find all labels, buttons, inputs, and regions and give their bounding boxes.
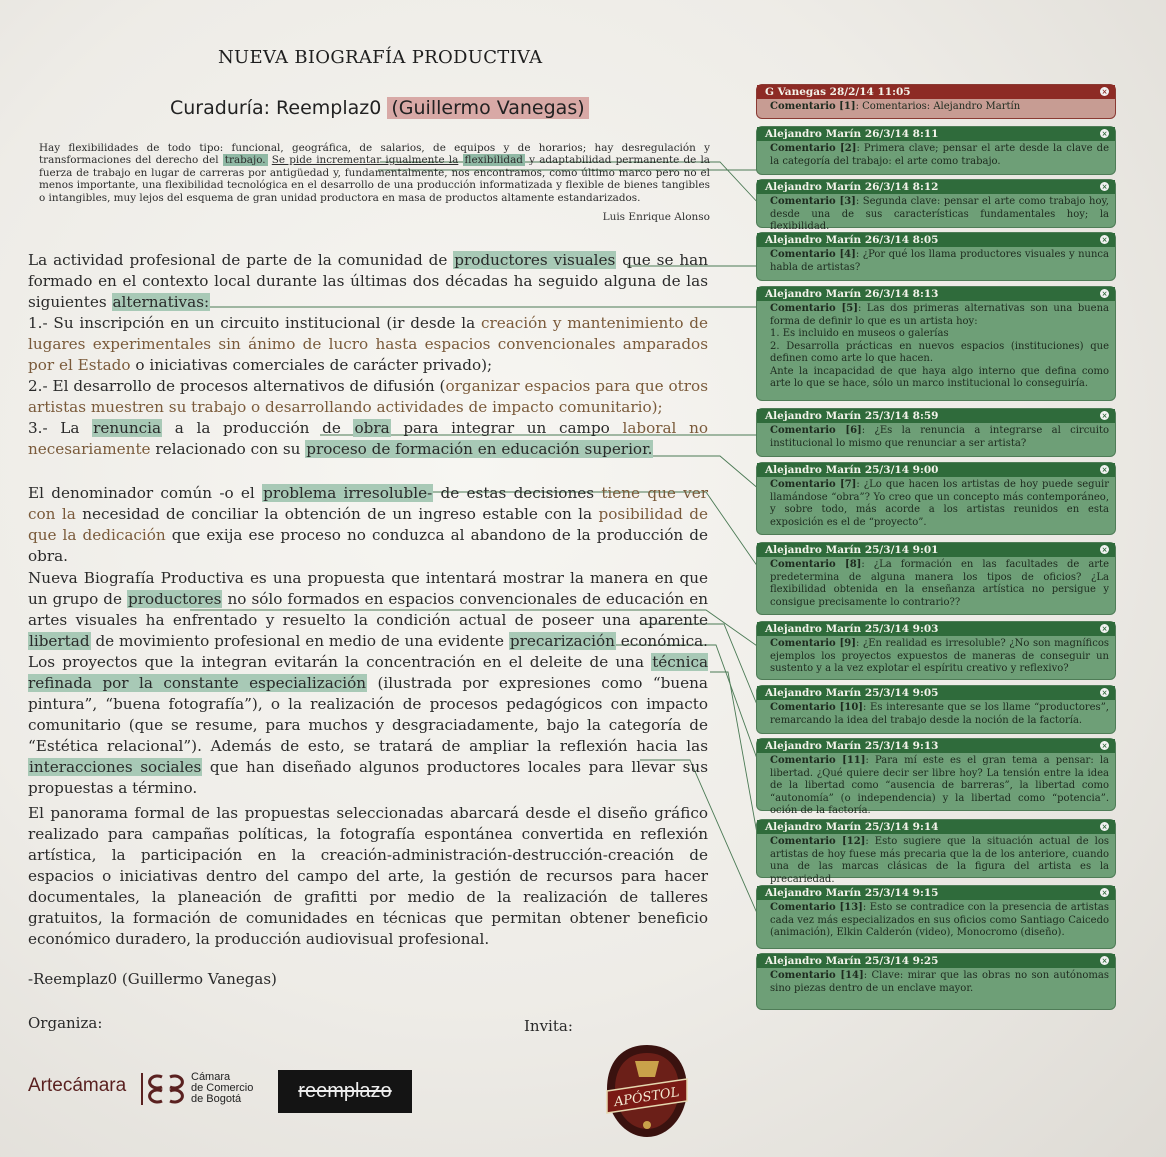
comment-balloon-10[interactable] [757, 686, 1115, 733]
signature: -Reemplaz0 (Guillermo Vanegas) [28, 970, 277, 988]
quote-author: Luis Enrique Alonso [602, 211, 710, 223]
comment-body [757, 834, 1115, 889]
comment-label: Comentario [4] [770, 249, 856, 260]
comment-header [757, 463, 1115, 477]
paragraph-panorama: El panorama formal de las propuestas seleccionadas abarcará desde el diseño gráfico realizado para campañas políticas, la fotografía espontánea convertida en reflexión artística, la participación en la creación-administración-destrucción-creación de espacios o iniciativas dentro del campo del arte, la gestión de recursos para hacer documentales, la planeación de grafitti por medio de la realización de talleres gratuitos, la formación de comunidades en técnicas que permitan obtener beneficio económico duradero, la producción audiovisual profesional. [28, 804, 708, 948]
comment-body [757, 968, 1115, 998]
comment-label: Comentario [12] [770, 836, 866, 847]
comment-author-date: Alejandro Marín 25/3/14 9:03 [765, 623, 939, 635]
comment-label: Comentario [2] [770, 143, 857, 154]
comment-body [757, 900, 1115, 943]
close-icon[interactable]: × [1101, 545, 1108, 554]
highlight-flexibilidad[interactable]: flexibilidad [464, 154, 523, 167]
comment-label: Comentario [3] [770, 196, 856, 207]
svg-text:APÓSTOL: APÓSTOL [613, 1084, 681, 1111]
highlight-productores-visuales[interactable]: productores visuales [454, 251, 616, 269]
comment-label: Comentario [9] [770, 638, 856, 649]
highlight-interacciones-sociales[interactable]: interacciones sociales [29, 758, 202, 776]
comment-body [757, 423, 1115, 453]
curaduria-name-highlight[interactable]: (Guillermo Vanegas) [387, 97, 588, 119]
paragraph-alternativas: La actividad profesional de parte de la comunidad de productores visuales que se han formado en el contexto local durante las últimas dos décadas ha seguido alguna de las siguientes alternativas: 1.- Su inscripción en un circuito institucional (ir desde la creación y mantenimiento de lugares experimentales sin ánimo de lucro hasta espacios convencionales amparados por el Estado o iniciativas comerciales de carácter privado); 2.- El desarrollo de procesos alternativos de difusión (organizar espacios para que otros artistas muestren su trabajo o desarrollando actividades de impacto comunitario); 3.- La renuncia a la producción de obra para integrar un campo laboral no necesariamente relacionado con su proceso de formación en educación superior. [28, 251, 708, 458]
comment-header [757, 686, 1115, 700]
highlight-proceso-formacion[interactable]: proceso de formación en educación superior. [306, 440, 653, 458]
quote-text: Hay flexibilidades de todo tipo: funcional, geográfica, de salarios, de equipos y de horarios; hay desregulación y transformaciones del derecho del [39, 142, 710, 167]
comment-balloon-8[interactable] [757, 543, 1115, 614]
comment-body [757, 477, 1115, 532]
close-icon[interactable]: × [1101, 465, 1108, 474]
comment-label: Comentario [8] [770, 559, 862, 570]
comment-text: : Primera clave; pensar el arte desde la clave de la categoría del trabajo: el arte como trabajo. [770, 143, 1109, 167]
paragraph-denominador: El denominador común -o el problema irresoluble- de estas decisiones tiene que ver con la necesidad de conciliar la obtención de un ingreso estable con la posibilidad de que la dedicación que exija ese proceso no conduzca al abandono de la producción de obra. [28, 484, 708, 565]
highlight-libertad[interactable]: libertad [29, 632, 90, 650]
comment-balloon-12[interactable] [757, 820, 1115, 885]
comment-text: : Comentarios: Alejandro Martín [855, 101, 1021, 112]
comment-text: : ¿Por qué los llama productores visuales y nunca habla de artistas? [770, 249, 1109, 273]
comment-balloon-14[interactable] [757, 954, 1115, 1009]
comment-header [757, 409, 1115, 423]
reemplazo-logo: reemplazo [278, 1070, 412, 1113]
paragraph-propuesta: Nueva Biografía Productiva es una propuesta que intentará mostrar la manera en que un grupo de productores no sólo formados en espacios convencionales de educación en artes visuales ha enfrentado y resuelto la condición actual de poseer una aparente libertad de movimiento profesional en medio de una evidente precarización económica. Los proyectos que la integran evitarán la concentración en el deleite de una técnica refinada por la constante especialización (ilustrada por expresiones como “buena pintura”, “buena fotografía”), o la realización de procesos pedagógicos con impacto comunitario (que se resume, para muchos y desgraciadamente, bajo la categoría de “Estética relacional”). Además de esto, se tratará de ampliar la reflexión hacia las interacciones sociales que han diseñado algunos productores locales para llevar sus propuestas a término. [28, 569, 708, 797]
highlight-sentence[interactable]: Se pide incrementar igualmente la [271, 154, 459, 167]
artecamara-logo: Artecámara [28, 1075, 127, 1096]
comment-label: Comentario [7] [770, 479, 857, 490]
comment-balloon-11[interactable] [757, 739, 1115, 816]
close-icon[interactable]: × [1101, 688, 1108, 697]
comment-header [757, 622, 1115, 636]
organiza-label: Organiza: [28, 1014, 103, 1032]
comment-text: : Es interesante que se los llame “productores”, remarcando la idea del trabajo desde la noción de la factoría. [770, 702, 1109, 726]
highlight-alternativas[interactable]: alternativas: [112, 293, 210, 311]
comment-author-date: Alejandro Marín 25/3/14 9:14 [765, 821, 939, 833]
comment-text: : ¿En realidad es irresoluble? ¿No son magníficos ejemplos los proyectos expuestos de maneras de conseguir un sustento y a la vez explotar el espíritu creativo y reflexivo? [770, 638, 1109, 674]
close-icon[interactable]: × [1101, 235, 1108, 244]
comment-text: : Las dos primeras alternativas son una buena forma de definir lo que es un artista hoy: [770, 303, 1109, 327]
comment-balloon-6[interactable] [757, 409, 1115, 456]
highlight-productores[interactable]: productores [128, 590, 222, 608]
comment-label: Comentario [14] [770, 970, 864, 981]
comment-header [757, 886, 1115, 900]
comment-text: : Esto sugiere que la situación actual de los artistas de hoy fuese más precaria que la de los anteriore, cuando una de las marcas clásicas de la figura del artista es la precariedad. [770, 836, 1109, 885]
comment-header [757, 739, 1115, 753]
comment-balloon-3[interactable] [757, 180, 1115, 232]
epigraph-quote [39, 142, 710, 204]
comment-body [757, 557, 1115, 612]
comment-body [757, 99, 1115, 117]
ccb-logo-text: Cámara de Comercio de Bogotá [191, 1071, 254, 1105]
comment-author-date: Alejandro Marín 25/3/14 9:05 [765, 687, 939, 699]
comment-header [757, 543, 1115, 557]
comment-body [757, 247, 1115, 277]
comment-balloon-7[interactable] [757, 463, 1115, 534]
close-icon[interactable]: × [1101, 87, 1108, 96]
comment-text: : ¿Es la renuncia a integrarse al circuito institucional lo mismo que renunciar a ser artista? [770, 425, 1109, 449]
comment-extra-line: Ante la incapacidad de que haya algo interno que defina como arte lo que se hace, sólo un marco institucional lo conseguiría. [770, 365, 1109, 389]
close-icon[interactable]: × [1101, 411, 1108, 420]
close-icon[interactable]: × [1101, 289, 1108, 298]
comment-balloon-1[interactable] [757, 85, 1115, 118]
comment-extra-line: 2. Desarrolla prácticas en nuevos espacios (instituciones) que definen como arte lo que hacen. [770, 340, 1109, 364]
close-icon[interactable]: × [1101, 182, 1108, 191]
comment-body [757, 301, 1115, 394]
comment-header [757, 127, 1115, 141]
comment-author-date: Alejandro Marín 25/3/14 9:25 [765, 955, 939, 967]
highlight-renuncia[interactable]: renuncia [93, 419, 162, 437]
comment-balloon-5[interactable] [757, 287, 1115, 400]
close-icon[interactable]: × [1101, 888, 1108, 897]
close-icon[interactable]: × [1101, 822, 1108, 831]
comment-label: Comentario [11] [770, 755, 866, 766]
comment-author-date: Alejandro Marín 26/3/14 8:05 [765, 234, 939, 246]
comment-author-date: G Vanegas 28/2/14 11:05 [765, 86, 911, 98]
comment-author-date: Alejandro Marín 25/3/14 9:15 [765, 887, 939, 899]
comment-header [757, 85, 1115, 99]
comment-author-date: Alejandro Marín 25/3/14 9:01 [765, 544, 939, 556]
highlight-tecnica-refinada[interactable]: técnica refinada por la constante especialización [28, 653, 708, 692]
comment-label: Comentario [13] [770, 902, 863, 913]
comment-balloon-4[interactable] [757, 233, 1115, 280]
highlight-precarizacion[interactable]: precarización [509, 632, 615, 650]
comment-author-date: Alejandro Marín 26/3/14 8:11 [765, 128, 939, 140]
comment-text: : Clave: mirar que las obras no son autónomas sino piezas dentro de un enclave mayor. [770, 970, 1109, 994]
comment-label: Comentario [1] [770, 101, 856, 112]
comment-text: : Esto se contradice con la presencia de artistas cada vez más especializados en sus oficios como Santiago Caicedo (animación), Elkin Calderón (video), Monocromo (diseño). [770, 902, 1109, 938]
comment-author-date: Alejandro Marín 26/3/14 8:13 [765, 288, 939, 300]
invita-label: Invita: [524, 1017, 573, 1035]
highlight-trabajo[interactable]: trabajo. [224, 154, 266, 167]
comment-author-date: Alejandro Marín 25/3/14 9:13 [765, 740, 939, 752]
comment-header [757, 233, 1115, 247]
close-icon[interactable]: × [1101, 624, 1108, 633]
highlight-obra[interactable]: obra [354, 419, 390, 437]
comment-text: : ¿Lo que hacen los artistas de hoy puede seguir llamándose “obra”? Yo creo que un concepto más contemporáneo, y sobre todo, más acorde a los artistas reunidos en esta exposición es el de “proyecto”. [770, 479, 1109, 528]
comment-body [757, 700, 1115, 730]
comment-body [757, 753, 1115, 821]
curaduria-label: Curaduría: Reemplaz0 [170, 97, 382, 119]
comment-author-date: Alejandro Marín 26/3/14 8:12 [765, 181, 939, 193]
comment-label: Comentario [5] [770, 303, 858, 314]
comment-header [757, 287, 1115, 301]
highlight-problema-irresoluble[interactable]: problema irresoluble- [263, 484, 433, 502]
comment-balloon-9[interactable] [757, 622, 1115, 679]
comment-header [757, 820, 1115, 834]
comment-label: Comentario [6] [770, 425, 862, 436]
comment-extra-line: 1. Es incluido en museos o galerías [770, 328, 949, 339]
close-icon[interactable]: × [1101, 956, 1108, 965]
comment-header [757, 180, 1115, 194]
close-icon[interactable]: × [1101, 129, 1108, 138]
page-title: NUEVA BIOGRAFÍA PRODUCTIVA [218, 47, 543, 68]
comment-body [757, 636, 1115, 679]
comment-body [757, 141, 1115, 171]
quote-text-end: y adaptabilidad permanente de la fuerza de trabajo en lugar de carreras por antigüedad y, fundamentalmente, nos encontramos, como último marco pero no el menos importante, una flexibilidad tecnológica en el desarrollo de una producción informatizada y flexible de bienes tangibles o intangibles, muy lejos del esquema de gran unidad productora en masa de productos altamente estandarizados. [39, 154, 710, 204]
comment-text: : Segunda clave: pensar el arte como trabajo hoy, desde una de sus características fundamentales hoy; la flexibilidad. [770, 196, 1109, 232]
comment-balloon-2[interactable] [757, 127, 1115, 174]
comment-body [757, 194, 1115, 237]
comment-balloon-13[interactable] [757, 886, 1115, 948]
apostol-logo [603, 1041, 691, 1141]
comment-text: : ¿La formación en las facultades de arte predetermina de alguna manera los tipos de oficios? ¿La flexibilidad obtenida en la enseñanza artística no persigue y consigue precisamente lo contrario?? [770, 559, 1109, 608]
comment-header [757, 954, 1115, 968]
curaduria-line [170, 97, 589, 119]
comment-label: Comentario [10] [770, 702, 864, 713]
comment-text: : Para mí este es el gran tema a pensar: la libertad. ¿Qué quiere decir ser libre hoy? La tensión entre la idea de la libertad como “ausencia de barreras”, la libertad como “autonomía” (o independencia) y la libertad como “potencia”. oción de la factoría. [770, 755, 1109, 816]
comment-author-date: Alejandro Marín 25/3/14 8:59 [765, 410, 939, 422]
close-icon[interactable]: × [1101, 741, 1108, 750]
ccb-logo-mark [140, 1071, 188, 1107]
comment-author-date: Alejandro Marín 25/3/14 9:00 [765, 464, 939, 476]
